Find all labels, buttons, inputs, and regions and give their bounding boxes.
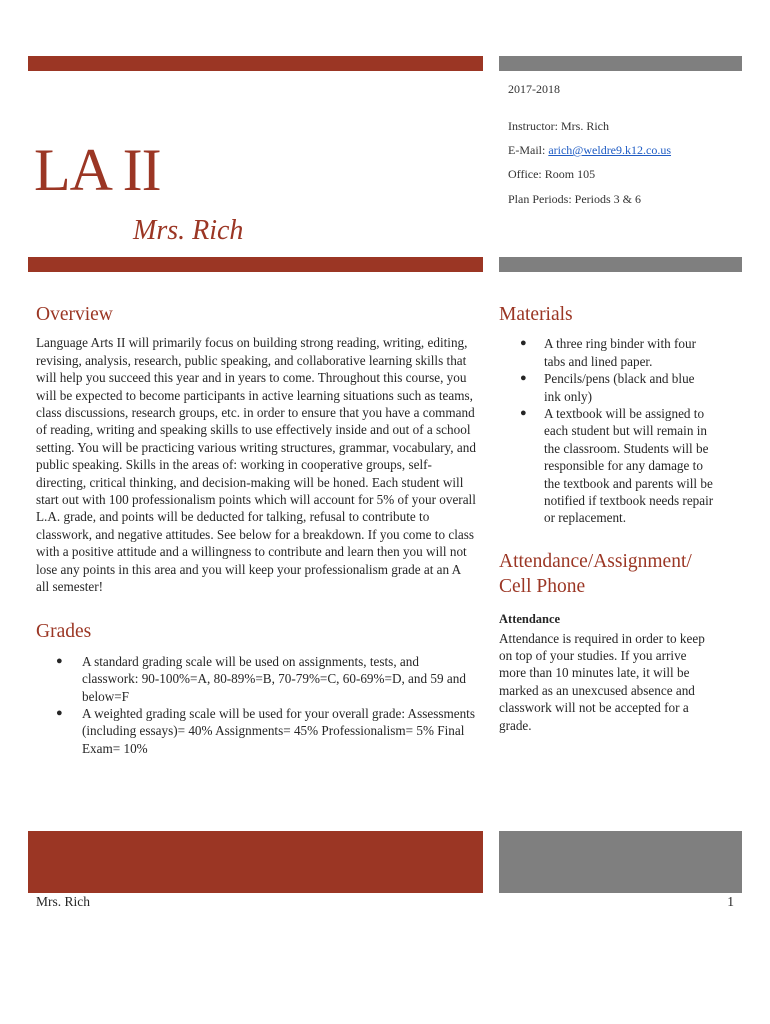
materials-heading: Materials xyxy=(499,304,573,325)
bullet-icon: ● xyxy=(56,707,63,719)
list-item-text: Pencils/pens (black and blue ink only) xyxy=(544,371,695,404)
list-item xyxy=(36,653,476,705)
list-item xyxy=(499,405,714,527)
overview-text: Language Arts II will primarily focus on building strong reading, writing, editing, revising, analysis, research, public speaking, and collaborative learning skills that will help you succeed this year and in years to come. Throughout this course, you will be expected to become participants in active learning situations such as teams, class discussions, research groups, etc. in order to ensure that you have a command of reading, writing and speaking skills to use effectively inside and out of a school setting. You will be practicing various writing structures, grammar, vocabulary, and public speaking. Skills in the areas of: working in cooperative groups, self-directing, critical thinking, and decision-making will be honed. Each student will start out with 100 professionalism points which will account for 5% of your overall L.A. grade, and points will be deducted for talking, refusal to contribute to classwork, and negative attitudes. See below for a breakdown. If you come to class with a positive attitude and a willingness to contribute and learn then you will not lose any points in this area and you will keep your professionalism grade at an A all semester! xyxy=(36,335,476,595)
attendance-text: Attendance is required in order to keep on top of your studies. If you arrive more than 10 minutes late, it will be marked as an unexcused absence and classwork will not be accepted for a grade. xyxy=(499,630,705,733)
document-title: LA II xyxy=(34,137,161,203)
list-item-text: A three ring binder with four tabs and lined paper. xyxy=(544,336,696,369)
attendance-subheading: Attendance xyxy=(499,611,561,626)
email-label: E-Mail: xyxy=(508,143,549,157)
list-item xyxy=(36,705,476,757)
instructor-line: Instructor: Mrs. Rich xyxy=(508,119,609,133)
school-year: 2017-2018 xyxy=(508,82,560,96)
bullet-icon: ● xyxy=(520,406,527,419)
right-column xyxy=(499,302,714,734)
email-line xyxy=(508,143,671,158)
email-link[interactable]: arich@weldre9.k12.co.us xyxy=(548,143,672,157)
overview-heading: Overview xyxy=(36,304,113,325)
header-bottom-gray-bar xyxy=(499,257,742,272)
list-item-text: A weighted grading scale will be used for your overall grade: Assessments (including essays)= 40% Assignments= 45% Professionalism= 5% Final Exam= 10% xyxy=(82,706,475,756)
bullet-icon: ● xyxy=(520,372,527,385)
list-item-text: A standard grading scale will be used on assignments, tests, and classwork: 90-100%=A, 80-89%=B, 70-79%=C, 60-69%=D, and 59 and below=F xyxy=(82,653,466,704)
header-bottom-red-bar xyxy=(28,257,483,272)
header-top-gray-bar xyxy=(499,56,742,71)
grades-heading: Grades xyxy=(36,621,92,643)
footer-author: Mrs. Rich xyxy=(36,894,90,909)
list-item-text: A textbook will be assigned to each student but will remain in the classroom. Students will be responsible for any damage to the textbook and parents will be notified if textbook needs repair or replacement. xyxy=(544,405,714,526)
bullet-icon: ● xyxy=(520,337,527,350)
plan-periods-line: Plan Periods: Periods 3 & 6 xyxy=(508,192,642,206)
page-number: 1 xyxy=(727,894,734,909)
office-line: Office: Room 105 xyxy=(508,167,596,181)
bullet-icon: ● xyxy=(56,654,63,667)
header-top-red-bar xyxy=(28,56,483,71)
list-item xyxy=(499,370,714,405)
footer-red-block xyxy=(28,831,483,893)
left-column xyxy=(36,302,476,757)
materials-list xyxy=(499,335,714,526)
document-subtitle: Mrs. Rich xyxy=(133,215,244,246)
grades-list xyxy=(36,653,476,757)
attendance-heading: Attendance/Assignment/ Cell Phone xyxy=(499,550,692,598)
list-item xyxy=(499,335,714,370)
footer-gray-block xyxy=(499,831,742,893)
